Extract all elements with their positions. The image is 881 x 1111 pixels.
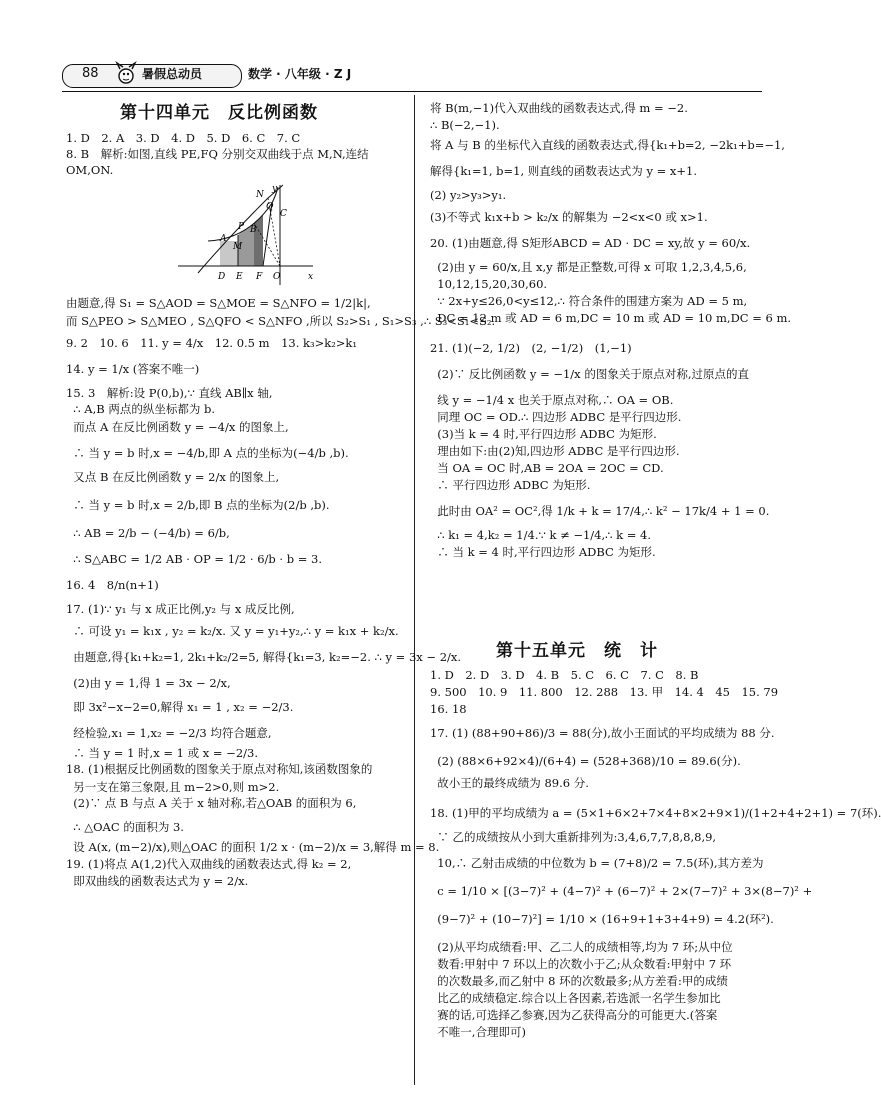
answer-line: 赛的话,可选择乙参赛,因为乙获得高分的可能更大.(答案	[430, 1008, 718, 1022]
answer-line: ∴ S△ABC = 1/2 AB · OP = 1/2 · 6/b · b = 3.	[66, 552, 322, 566]
answer-line: 设 A(x, (m−2)/x),则△OAC 的面积 1/2 x · (m−2)/x = 3,解得 m = 8.	[66, 840, 440, 854]
answer-line: 20. (1)由题意,得 S矩形ABCD = AD · DC = xy,故 y = 60/x.	[430, 236, 751, 250]
answer-line: (9−7)² + (10−7)²] = 1/10 × (16+9+1+3+4+9) = 4.2(环²).	[430, 912, 774, 926]
answer-line: ∵ 乙的成绩按从小到大重新排列为:3,4,6,7,7,8,8,8,9,	[430, 830, 717, 844]
answer-line: (3)当 k = 4 时,平行四边形 ADBC 为矩形.	[430, 427, 657, 441]
answer-line: (3)不等式 k₁x+b > k₂/x 的解集为 −2<x<0 或 x>1.	[430, 210, 708, 224]
answer-line: 而点 A 在反比例函数 y = −4/x 的图象上,	[66, 420, 289, 434]
answer-line: 16. 4 8/n(n+1)	[66, 578, 159, 592]
header-rule	[62, 91, 762, 92]
answer-line: 比乙的成绩稳定.综合以上各因素,若选派一名学生参加比	[430, 991, 721, 1005]
answer-line: (2)∵ 反比例函数 y = −1/x 的图象关于原点对称,过原点的直	[430, 367, 749, 381]
book-title: 暑假总动员	[142, 67, 203, 81]
answer-line: 理由如下:由(2)知,四边形 ADBC 是平行四边形.	[430, 444, 680, 458]
answer-line: 将 A 与 B 的坐标代入直线的函数表达式,得{k₁+b=2, −2k₁+b=−1,	[430, 138, 785, 152]
answer-line: ∴ 当 k = 4 时,平行四边形 ADBC 为矩形.	[430, 545, 656, 559]
unit15-title: 第十五单元 统 计	[496, 641, 658, 661]
answer-line: 9. 500 10. 9 11. 800 12. 288 13. 甲 14. 4 45 15. 79	[430, 685, 779, 699]
answer-line: ∴ 当 y = 1 时,x = 1 或 x = −2/3.	[66, 746, 258, 760]
answer-line: 数看:甲射中 7 环以上的次数小于乙;从众数看:甲射中 7 环	[430, 957, 732, 971]
column-divider	[414, 95, 415, 1085]
unit14-title: 第十四单元 反比例函数	[120, 103, 318, 123]
fig-label: D	[218, 272, 226, 282]
fig-label: M	[233, 242, 243, 252]
answer-line: 18. (1)甲的平均成绩为 a = (5×1+6×2+7×4+8×2+9×1)/(1+2+4+2+1) = 7(环).	[430, 806, 881, 820]
answer-line: ∴ AB = 2/b − (−4/b) = 6/b,	[66, 526, 230, 540]
fig-label: O	[273, 272, 281, 282]
fig-label: E	[236, 272, 243, 282]
answer-line: ∴ B(−2,−1).	[430, 118, 500, 132]
answer-line: 即 3x²−x−2=0,解得 x₁ = 1 , x₂ = −2/3.	[66, 700, 294, 714]
answer-line: (2)从平均成绩看:甲、乙二人的成绩相等,均为 7 环;从中位	[430, 940, 733, 954]
answer-line: 不唯一,合理即可)	[430, 1025, 526, 1039]
answer-line: 9. 2 10. 6 11. y = 4/x 12. 0.5 m 13. k₃>k₂>k₁	[66, 336, 358, 350]
answer-line: ∴ 当 y = b 时,x = 2/b,即 B 点的坐标为(2/b ,b).	[66, 498, 330, 512]
answer-line: 18. (1)根据反比例函数的图象关于原点对称知,该函数图象的	[66, 762, 373, 776]
fig-label: B	[250, 225, 257, 235]
answer-line: ∴ 可设 y₁ = k₁x , y₂ = k₂/x. 又 y = y₁+y₂,∴ y = k₁x + k₂/x.	[66, 624, 399, 638]
answer-line: ∴ 平行四边形 ADBC 为矩形.	[430, 478, 591, 492]
answer-line: 17. (1) (88+90+86)/3 = 88(分),故小王面试的平均成绩为 88 分.	[430, 726, 775, 740]
answer-line: 由题意,得{k₁+k₂=1, 2k₁+k₂/2=5, 解得{k₁=3, k₂=−2. ∴ y = 3x − 2/x.	[66, 650, 462, 664]
fig-label: A	[220, 234, 227, 244]
answer-line: (2) (88×6+92×4)/(6+4) = (528+368)/10 = 89.6(分).	[430, 754, 741, 768]
answer-line: 由题意,得 S₁ = S△AOD = S△MOE = S△NFO = 1/2|k|,	[66, 296, 371, 310]
answer-line: c = 1/10 × [(3−7)² + (4−7)² + (6−7)² + 2×(7−7)² + 3×(8−7)² +	[430, 884, 813, 898]
subject-line: 数学 · 八年级 · Z J	[248, 67, 352, 81]
fig-label: N	[256, 190, 264, 200]
answer-line: 10,∴ 乙射击成绩的中位数为 b = (7+8)/2 = 7.5(环),其方差为	[430, 856, 764, 870]
answer-line: 同理 OC = OD.∴ 四边形 ADBC 是平行四边形.	[430, 410, 682, 424]
answer-line: 故小王的最终成绩为 89.6 分.	[430, 776, 589, 790]
answer-line: ∴ A,B 两点的纵坐标都为 b.	[66, 402, 216, 416]
answer-line: 当 OA = OC 时,AB = 2OA = 2OC = CD.	[430, 461, 664, 475]
answer-line: 另一支在第三象限,且 m−2>0,则 m>2.	[66, 780, 280, 794]
answer-line: ∵ 2x+y≤26,0<y≤12,∴ 符合条件的围建方案为 AD = 5 m,	[430, 294, 748, 308]
answer-line: (2) y₂>y₃>y₁.	[430, 188, 507, 202]
answer-line: 10,12,15,20,30,60.	[430, 277, 548, 291]
answer-line: OM,ON.	[66, 163, 114, 177]
answer-line: DC = 12 m 或 AD = 6 m,DC = 10 m 或 AD = 10 m,DC = 6 m.	[430, 311, 792, 325]
answer-line: 又点 B 在反比例函数 y = 2/x 的图象上,	[66, 470, 280, 484]
answer-line: 8. B 解析:如图,直线 PE,FQ 分别交双曲线于点 M,N,连结	[66, 147, 369, 161]
fig-label: F	[256, 272, 263, 282]
answer-line: 此时由 OA² = OC²,得 1/k + k = 17/4,∴ k² − 17k/4 + 1 = 0.	[430, 504, 770, 518]
answer-line: ∴ 当 y = b 时,x = −4/b,即 A 点的坐标为(−4/b ,b).	[66, 446, 349, 460]
answer-line: 的次数最多,而乙射中 8 环的次数最多;从方差看:甲的成绩	[430, 974, 728, 988]
answer-line: 15. 3 解析:设 P(0,b),∵ 直线 AB∥x 轴,	[66, 386, 273, 400]
fig-label: y	[272, 184, 278, 194]
fig-label: Q	[266, 202, 274, 212]
answer-line: 将 B(m,−1)代入双曲线的函数表达式,得 m = −2.	[430, 101, 688, 115]
answer-line: (2)由 y = 1,得 1 = 3x − 2/x,	[66, 676, 231, 690]
fig-label: C	[280, 209, 287, 219]
hyperbola-figure	[168, 183, 318, 287]
answer-line: 即双曲线的函数表达式为 y = 2/x.	[66, 874, 249, 888]
answer-line: 线 y = −1/4 x 也关于原点对称,∴ OA = OB.	[430, 393, 674, 407]
answer-line: 16. 18	[430, 702, 467, 716]
answer-line: 21. (1)(−2, 1/2) (2, −1/2) (1,−1)	[430, 341, 632, 355]
answer-line: 17. (1)∵ y₁ 与 x 成正比例,y₂ 与 x 成反比例,	[66, 602, 295, 616]
answer-line: 经检验,x₁ = 1,x₂ = −2/3 均符合题意,	[66, 726, 272, 740]
answer-line: 而 S△PEO > S△MEO , S△QFO < S△NFO ,所以 S₂>S₁ , S₁>S₃ ,∴ S₃<S₁<S₂.	[66, 314, 496, 328]
mascot-icon	[114, 60, 138, 86]
answer-line: 19. (1)将点 A(1,2)代入双曲线的函数表达式,得 k₂ = 2,	[66, 857, 352, 871]
answer-line: ∴ k₁ = 4,k₂ = 1/4.∵ k ≠ −1/4,∴ k = 4.	[430, 528, 652, 542]
fig-label: P	[238, 222, 245, 232]
answer-line: ∴ △OAC 的面积为 3.	[66, 820, 184, 834]
answer-line: 14. y = 1/x (答案不唯一)	[66, 362, 200, 376]
answer-line: 1. D 2. A 3. D 4. D 5. D 6. C 7. C	[66, 131, 301, 145]
answer-line: 1. D 2. D 3. D 4. B 5. C 6. C 7. C 8. B	[430, 668, 699, 682]
page-header	[0, 0, 800, 95]
answer-line: 解得{k₁=1, b=1, 则直线的函数表达式为 y = x+1.	[430, 164, 697, 178]
fig-label: x	[308, 272, 314, 282]
answer-line: (2)由 y = 60/x,且 x,y 都是正整数,可得 x 可取 1,2,3,4,5,6,	[430, 260, 747, 274]
page-number: 88	[82, 66, 99, 81]
answer-line: (2)∵ 点 B 与点 A 关于 x 轴对称,若△OAB 的面积为 6,	[66, 796, 357, 810]
